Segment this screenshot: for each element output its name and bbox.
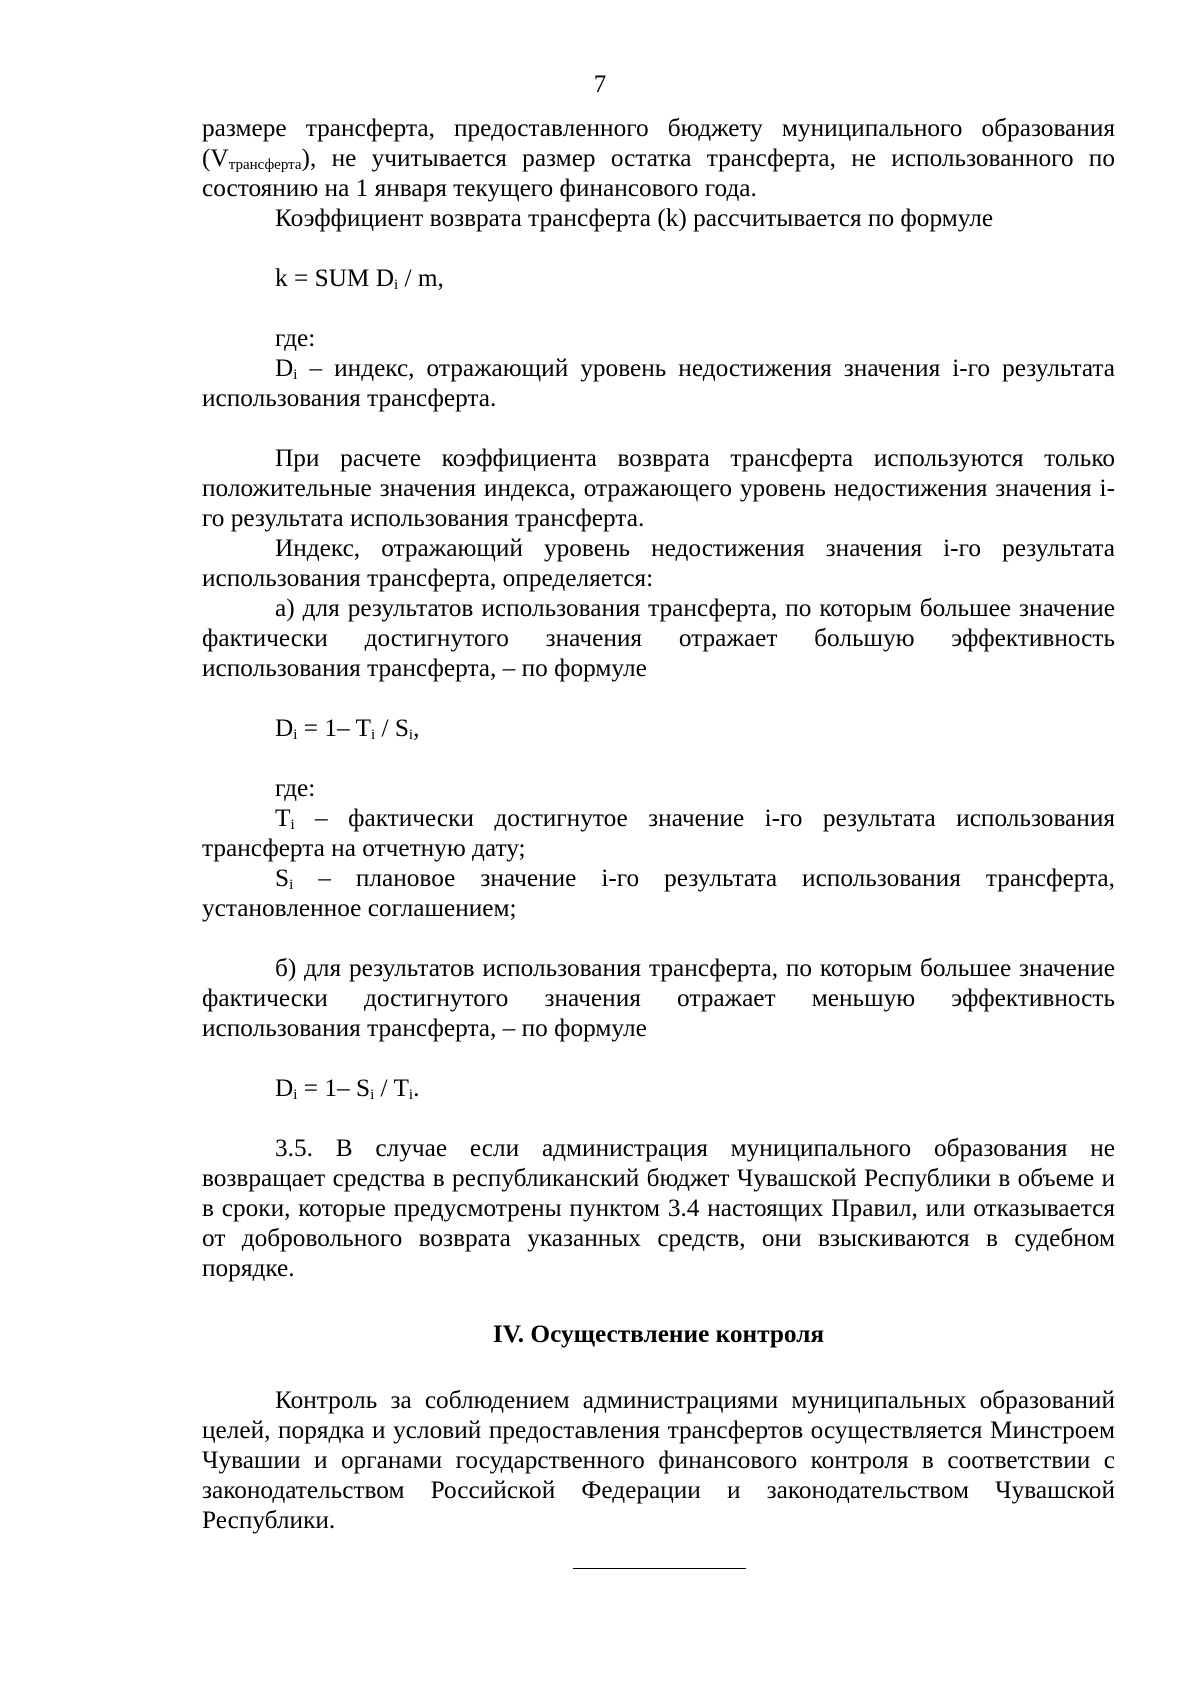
paragraph-3-5: 3.5. В случае если администрация муниципального образования не возвращает средства в республиканский бюджет Чувашской Республики в объеме и в сроки, которые предусмотрены пунктом 3.4 настоящих Правил, или отказывается от добровольного возврата указанных средств, они взыскиваются в судебном порядке. (202, 1134, 1115, 1282)
end-divider (573, 1568, 746, 1569)
paragraph-index: Индекс, отражающий уровень недостижения значения i-го результата использования трансферта, определяется: (202, 534, 1115, 592)
document-body (202, 113, 1115, 1535)
definition-d: $D_i$ – индекс, отражающий уровень недостижения значения i-го результата использования трансферта. (202, 354, 1115, 412)
paragraph-positive-values: При расчете коэффициента возврата трансферта используются только положительные значения индекса, отражающего уровень недостижения значения i-го результата использования трансферта. (202, 444, 1115, 532)
section-heading: IV. Осуществление контроля (492, 1320, 825, 1348)
definition-t: $T_i$ – фактически достигнутое значение i-го результата использования трансферта на отчетную дату; (202, 804, 1115, 862)
item-b: б) для результатов использования трансферта, по которым большее значение фактически достигнутого значения отражает меньшую эффективность использования трансферта, – по формуле (202, 954, 1115, 1042)
where-label: где: (275, 774, 316, 802)
page-number: 7 (593, 71, 607, 98)
formula-b: $D_i = 1-$ $S_i / T_i$. (275, 1074, 420, 1103)
where-label: где: (275, 324, 316, 352)
formula-a: $D_i = 1-$ $T_i / S_i$, (275, 714, 420, 743)
definition-s: $S_i$ – плановое значение i-го результата использования трансферта, установленное соглашением; (202, 864, 1115, 922)
coefficient-intro: Коэффициент возврата трансферта (k) рассчитывается по формуле (275, 204, 994, 232)
intro-paragraph: размере трансферта, предоставленного бюджету муниципального образования $(V_{трансферта})$, не учитывается размер остатка трансферта, не использованного по состоянию на 1 января текущего финансового года. (202, 114, 1115, 202)
item-a: а) для результатов использования трансферта, по которым большее значение фактически достигнутого значения отражает большую эффективность использования трансферта, – по формуле (202, 594, 1115, 682)
formula-k: k = SUM $D_i$ / m, (275, 264, 444, 293)
paragraph-control: Контроль за соблюдением администрациями муниципальных образований целей, порядка и условий предоставления трансфертов осуществляется Минстроем Чувашии и органами государственного финансового контроля в соответствии с законодательством Российской Федерации и законодательством Чувашской Республики. (202, 1386, 1115, 1534)
